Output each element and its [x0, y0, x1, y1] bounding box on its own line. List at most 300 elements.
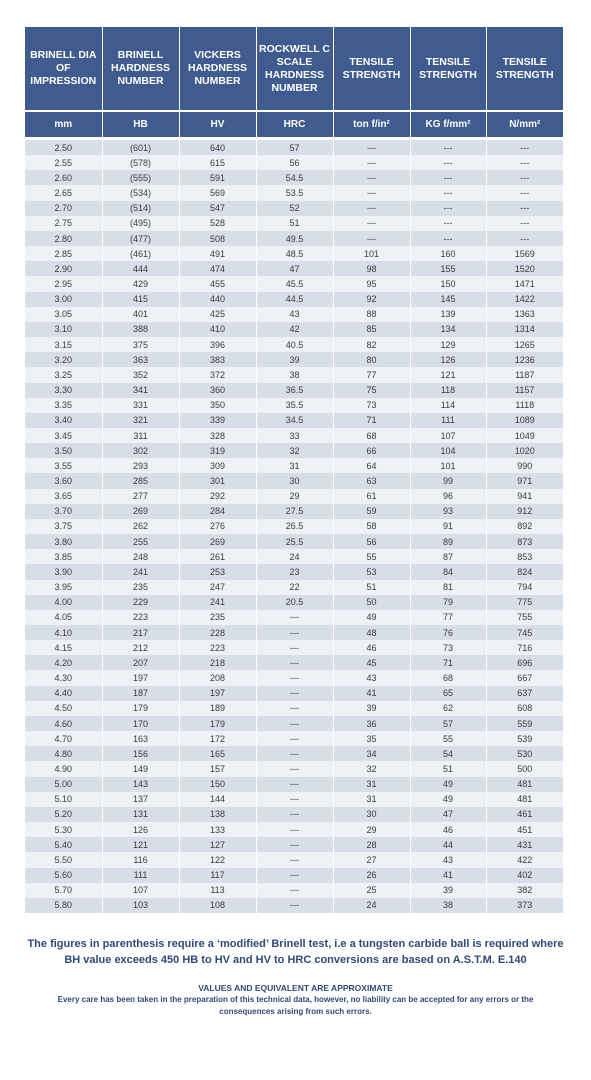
cell-brinell-hb: 179: [102, 701, 179, 716]
table-row: [25, 322, 563, 337]
cell-tensile-kgf: ---: [410, 170, 486, 185]
cell-tensile-nmm: 1049: [486, 428, 563, 443]
cell-brinell-dia: 4.10: [25, 625, 102, 640]
cell-brinell-hb: 107: [102, 883, 179, 898]
cell-brinell-hb: 197: [102, 670, 179, 685]
unit-hrc: HRC: [256, 111, 333, 137]
header-row: [25, 27, 563, 111]
cell-tensile-tons: 95: [333, 276, 410, 291]
cell-brinell-dia: 5.00: [25, 777, 102, 792]
cell-vickers-hv: 339: [179, 413, 256, 428]
cell-tensile-tons: 53: [333, 564, 410, 579]
table-row: [25, 837, 563, 852]
table-row: [25, 777, 563, 792]
table-row: [25, 731, 563, 746]
table-row: [25, 746, 563, 761]
cell-tensile-kgf: 99: [410, 473, 486, 488]
cell-vickers-hv: 269: [179, 534, 256, 549]
cell-vickers-hv: 508: [179, 231, 256, 246]
cell-tensile-kgf: 114: [410, 398, 486, 413]
table-row: [25, 443, 563, 458]
cell-tensile-kgf: 65: [410, 686, 486, 701]
cell-tensile-tons: 82: [333, 337, 410, 352]
cell-brinell-hb: 187: [102, 686, 179, 701]
cell-tensile-kgf: 73: [410, 640, 486, 655]
cell-brinell-dia: 2.85: [25, 246, 102, 261]
table-row: [25, 292, 563, 307]
cell-tensile-kgf: 160: [410, 246, 486, 261]
cell-brinell-dia: 2.70: [25, 201, 102, 216]
cell-tensile-kgf: 96: [410, 489, 486, 504]
table-row: [25, 473, 563, 488]
cell-vickers-hv: 292: [179, 489, 256, 504]
cell-brinell-dia: 3.55: [25, 458, 102, 473]
table-row: [25, 655, 563, 670]
table-row: [25, 792, 563, 807]
cell-tensile-nmm: 530: [486, 746, 563, 761]
cell-tensile-kgf: ---: [410, 231, 486, 246]
cell-vickers-hv: 253: [179, 564, 256, 579]
cell-tensile-tons: 49: [333, 610, 410, 625]
cell-brinell-dia: 5.50: [25, 852, 102, 867]
table-row: [25, 640, 563, 655]
cell-brinell-dia: 2.80: [25, 231, 102, 246]
header-tensile-nmm: TENSILE STRENGTH: [486, 27, 563, 111]
table-row: [25, 534, 563, 549]
cell-brinell-dia: 4.50: [25, 701, 102, 716]
cell-tensile-nmm: 1569: [486, 246, 563, 261]
cell-tensile-kgf: 91: [410, 519, 486, 534]
cell-vickers-hv: 569: [179, 185, 256, 200]
cell-rockwell-hrc: ---: [256, 807, 333, 822]
cell-tensile-tons: 56: [333, 534, 410, 549]
cell-tensile-tons: 29: [333, 822, 410, 837]
cell-tensile-tons: 98: [333, 261, 410, 276]
cell-tensile-kgf: 87: [410, 549, 486, 564]
cell-vickers-hv: 360: [179, 383, 256, 398]
cell-vickers-hv: 396: [179, 337, 256, 352]
cell-tensile-nmm: ---: [486, 140, 563, 155]
cell-tensile-kgf: 104: [410, 443, 486, 458]
cell-tensile-tons: ---: [333, 185, 410, 200]
cell-brinell-hb: 170: [102, 716, 179, 731]
cell-brinell-dia: 3.60: [25, 473, 102, 488]
cell-brinell-dia: 4.30: [25, 670, 102, 685]
cell-rockwell-hrc: 25.5: [256, 534, 333, 549]
cell-tensile-kgf: 93: [410, 504, 486, 519]
table-row: [25, 383, 563, 398]
cell-tensile-tons: 61: [333, 489, 410, 504]
cell-vickers-hv: 208: [179, 670, 256, 685]
cell-tensile-tons: 51: [333, 580, 410, 595]
table-row: [25, 701, 563, 716]
cell-brinell-dia: 3.30: [25, 383, 102, 398]
cell-brinell-dia: 3.45: [25, 428, 102, 443]
cell-tensile-kgf: 84: [410, 564, 486, 579]
cell-tensile-nmm: ---: [486, 170, 563, 185]
cell-rockwell-hrc: ---: [256, 898, 333, 913]
cell-rockwell-hrc: 33: [256, 428, 333, 443]
table-row: [25, 898, 563, 913]
cell-tensile-tons: 58: [333, 519, 410, 534]
cell-tensile-tons: 41: [333, 686, 410, 701]
cell-tensile-tons: 43: [333, 670, 410, 685]
cell-vickers-hv: 122: [179, 852, 256, 867]
cell-rockwell-hrc: ---: [256, 883, 333, 898]
table-row: [25, 201, 563, 216]
cell-brinell-hb: (534): [102, 185, 179, 200]
cell-rockwell-hrc: ---: [256, 701, 333, 716]
cell-brinell-hb: 352: [102, 367, 179, 382]
cell-brinell-dia: 4.20: [25, 655, 102, 670]
cell-tensile-kgf: 118: [410, 383, 486, 398]
cell-rockwell-hrc: ---: [256, 625, 333, 640]
table-row: [25, 307, 563, 322]
cell-rockwell-hrc: ---: [256, 686, 333, 701]
header-tensile-kgf: TENSILE STRENGTH: [410, 27, 486, 111]
cell-brinell-hb: 311: [102, 428, 179, 443]
cell-rockwell-hrc: 47: [256, 261, 333, 276]
cell-tensile-nmm: 775: [486, 595, 563, 610]
cell-brinell-dia: 3.40: [25, 413, 102, 428]
cell-tensile-nmm: 1422: [486, 292, 563, 307]
cell-rockwell-hrc: 34.5: [256, 413, 333, 428]
cell-tensile-tons: 31: [333, 777, 410, 792]
cell-brinell-hb: 149: [102, 761, 179, 776]
cell-tensile-tons: 35: [333, 731, 410, 746]
cell-tensile-nmm: 559: [486, 716, 563, 731]
cell-vickers-hv: 179: [179, 716, 256, 731]
cell-tensile-tons: 32: [333, 761, 410, 776]
cell-rockwell-hrc: 56: [256, 155, 333, 170]
cell-brinell-dia: 3.00: [25, 292, 102, 307]
table-row: [25, 852, 563, 867]
cell-tensile-kgf: 44: [410, 837, 486, 852]
cell-rockwell-hrc: 45.5: [256, 276, 333, 291]
cell-tensile-kgf: ---: [410, 201, 486, 216]
cell-tensile-nmm: 941: [486, 489, 563, 504]
cell-tensile-kgf: 47: [410, 807, 486, 822]
unit-n-mm2: N/mm²: [486, 111, 563, 137]
table-row: [25, 883, 563, 898]
unit-hb: HB: [102, 111, 179, 137]
cell-rockwell-hrc: 54.5: [256, 170, 333, 185]
cell-rockwell-hrc: ---: [256, 822, 333, 837]
cell-brinell-dia: 5.80: [25, 898, 102, 913]
cell-brinell-hb: 331: [102, 398, 179, 413]
cell-brinell-dia: 4.00: [25, 595, 102, 610]
cell-rockwell-hrc: 26.5: [256, 519, 333, 534]
cell-rockwell-hrc: ---: [256, 852, 333, 867]
cell-tensile-tons: ---: [333, 155, 410, 170]
cell-rockwell-hrc: 39: [256, 352, 333, 367]
cell-tensile-nmm: 461: [486, 807, 563, 822]
table-row: [25, 504, 563, 519]
cell-tensile-kgf: 41: [410, 868, 486, 883]
cell-vickers-hv: 276: [179, 519, 256, 534]
cell-rockwell-hrc: 29: [256, 489, 333, 504]
cell-vickers-hv: 223: [179, 640, 256, 655]
cell-brinell-dia: 3.80: [25, 534, 102, 549]
cell-brinell-hb: 223: [102, 610, 179, 625]
hardness-conversion-table: [25, 27, 563, 913]
units-row: [25, 111, 563, 137]
table-row: [25, 670, 563, 685]
cell-brinell-hb: (461): [102, 246, 179, 261]
cell-brinell-hb: 341: [102, 383, 179, 398]
cell-vickers-hv: 284: [179, 504, 256, 519]
cell-vickers-hv: 309: [179, 458, 256, 473]
cell-vickers-hv: 328: [179, 428, 256, 443]
cell-rockwell-hrc: 35.5: [256, 398, 333, 413]
cell-brinell-dia: 3.90: [25, 564, 102, 579]
cell-brinell-dia: 3.95: [25, 580, 102, 595]
cell-rockwell-hrc: 53.5: [256, 185, 333, 200]
cell-tensile-kgf: 126: [410, 352, 486, 367]
table-row: [25, 625, 563, 640]
cell-brinell-dia: 3.10: [25, 322, 102, 337]
cell-rockwell-hrc: 22: [256, 580, 333, 595]
cell-brinell-dia: 3.65: [25, 489, 102, 504]
cell-brinell-dia: 4.80: [25, 746, 102, 761]
cell-tensile-tons: ---: [333, 170, 410, 185]
cell-rockwell-hrc: ---: [256, 655, 333, 670]
cell-brinell-hb: 293: [102, 458, 179, 473]
table-row: [25, 413, 563, 428]
cell-rockwell-hrc: 30: [256, 473, 333, 488]
cell-tensile-kgf: 121: [410, 367, 486, 382]
cell-brinell-dia: 5.70: [25, 883, 102, 898]
cell-tensile-nmm: 1118: [486, 398, 563, 413]
cell-brinell-hb: 269: [102, 504, 179, 519]
table-row: [25, 261, 563, 276]
cell-brinell-dia: 2.75: [25, 216, 102, 231]
table-row: [25, 140, 563, 155]
table-row: [25, 352, 563, 367]
cell-rockwell-hrc: 57: [256, 140, 333, 155]
cell-tensile-nmm: 481: [486, 777, 563, 792]
footer-notes: [20, 936, 571, 1018]
cell-tensile-kgf: 134: [410, 322, 486, 337]
table-row: [25, 216, 563, 231]
cell-rockwell-hrc: ---: [256, 746, 333, 761]
cell-vickers-hv: 425: [179, 307, 256, 322]
unit-hv: HV: [179, 111, 256, 137]
table-row: [25, 155, 563, 170]
cell-vickers-hv: 319: [179, 443, 256, 458]
cell-tensile-nmm: 696: [486, 655, 563, 670]
cell-brinell-hb: 207: [102, 655, 179, 670]
header-tensile-tons: TENSILE STRENGTH: [333, 27, 410, 111]
cell-brinell-hb: 401: [102, 307, 179, 322]
cell-brinell-hb: 235: [102, 580, 179, 595]
cell-tensile-nmm: ---: [486, 155, 563, 170]
cell-tensile-kgf: 76: [410, 625, 486, 640]
cell-tensile-kgf: 39: [410, 883, 486, 898]
cell-tensile-tons: 27: [333, 852, 410, 867]
cell-brinell-hb: (495): [102, 216, 179, 231]
cell-tensile-nmm: 382: [486, 883, 563, 898]
cell-tensile-tons: 25: [333, 883, 410, 898]
cell-vickers-hv: 235: [179, 610, 256, 625]
cell-brinell-dia: 5.40: [25, 837, 102, 852]
cell-brinell-dia: 2.90: [25, 261, 102, 276]
cell-vickers-hv: 241: [179, 595, 256, 610]
cell-brinell-hb: 126: [102, 822, 179, 837]
cell-rockwell-hrc: 40.5: [256, 337, 333, 352]
cell-brinell-hb: 131: [102, 807, 179, 822]
cell-brinell-hb: 103: [102, 898, 179, 913]
cell-rockwell-hrc: ---: [256, 792, 333, 807]
cell-tensile-nmm: 608: [486, 701, 563, 716]
cell-rockwell-hrc: ---: [256, 610, 333, 625]
cell-brinell-hb: 363: [102, 352, 179, 367]
table-row: [25, 549, 563, 564]
cell-tensile-nmm: 373: [486, 898, 563, 913]
cell-vickers-hv: 218: [179, 655, 256, 670]
cell-tensile-tons: 31: [333, 792, 410, 807]
cell-tensile-nmm: ---: [486, 216, 563, 231]
table-row: [25, 716, 563, 731]
cell-tensile-tons: 39: [333, 701, 410, 716]
cell-tensile-kgf: 81: [410, 580, 486, 595]
cell-tensile-tons: 64: [333, 458, 410, 473]
cell-vickers-hv: 133: [179, 822, 256, 837]
cell-brinell-hb: 444: [102, 261, 179, 276]
cell-brinell-dia: 4.70: [25, 731, 102, 746]
table-row: [25, 170, 563, 185]
cell-tensile-tons: 28: [333, 837, 410, 852]
header-rockwell-c: ROCKWELL C SCALE HARDNESS NUMBER: [256, 27, 333, 111]
cell-vickers-hv: 528: [179, 216, 256, 231]
cell-tensile-tons: 66: [333, 443, 410, 458]
cell-vickers-hv: 474: [179, 261, 256, 276]
cell-tensile-nmm: 1089: [486, 413, 563, 428]
cell-vickers-hv: 383: [179, 352, 256, 367]
cell-brinell-dia: 3.75: [25, 519, 102, 534]
cell-brinell-hb: 277: [102, 489, 179, 504]
cell-tensile-tons: 68: [333, 428, 410, 443]
cell-tensile-tons: 73: [333, 398, 410, 413]
cell-tensile-nmm: 402: [486, 868, 563, 883]
approximate-values-note: VALUES AND EQUIVALENT ARE APPROXIMATE: [198, 983, 393, 993]
cell-vickers-hv: 261: [179, 549, 256, 564]
cell-vickers-hv: 440: [179, 292, 256, 307]
cell-tensile-kgf: 89: [410, 534, 486, 549]
cell-tensile-tons: 26: [333, 868, 410, 883]
table-row: [25, 246, 563, 261]
cell-brinell-hb: 121: [102, 837, 179, 852]
cell-vickers-hv: 165: [179, 746, 256, 761]
cell-rockwell-hrc: ---: [256, 731, 333, 746]
cell-tensile-kgf: 71: [410, 655, 486, 670]
cell-rockwell-hrc: ---: [256, 670, 333, 685]
cell-tensile-kgf: 62: [410, 701, 486, 716]
cell-rockwell-hrc: ---: [256, 716, 333, 731]
cell-tensile-nmm: 794: [486, 580, 563, 595]
table-row: [25, 580, 563, 595]
cell-rockwell-hrc: 24: [256, 549, 333, 564]
table-row: [25, 610, 563, 625]
cell-rockwell-hrc: ---: [256, 640, 333, 655]
cell-rockwell-hrc: 27.5: [256, 504, 333, 519]
header-brinell-hardness: BRINELL HARDNESS NUMBER: [102, 27, 179, 111]
cell-brinell-hb: (578): [102, 155, 179, 170]
cell-brinell-hb: 163: [102, 731, 179, 746]
cell-tensile-kgf: ---: [410, 185, 486, 200]
header-brinell-dia: BRINELL DIA OF IMPRESSION: [25, 27, 102, 111]
cell-tensile-tons: 30: [333, 807, 410, 822]
cell-vickers-hv: 301: [179, 473, 256, 488]
cell-tensile-kgf: 49: [410, 792, 486, 807]
cell-tensile-nmm: 1187: [486, 367, 563, 382]
cell-tensile-nmm: 873: [486, 534, 563, 549]
cell-vickers-hv: 144: [179, 792, 256, 807]
cell-brinell-dia: 3.15: [25, 337, 102, 352]
cell-tensile-tons: 71: [333, 413, 410, 428]
table-row: [25, 686, 563, 701]
table-row: [25, 564, 563, 579]
cell-brinell-dia: 4.90: [25, 761, 102, 776]
cell-brinell-dia: 2.55: [25, 155, 102, 170]
cell-rockwell-hrc: 31: [256, 458, 333, 473]
cell-vickers-hv: 591: [179, 170, 256, 185]
cell-brinell-hb: 321: [102, 413, 179, 428]
cell-vickers-hv: 640: [179, 140, 256, 155]
cell-tensile-tons: ---: [333, 216, 410, 231]
cell-brinell-dia: 5.20: [25, 807, 102, 822]
cell-brinell-dia: 3.20: [25, 352, 102, 367]
cell-tensile-tons: ---: [333, 231, 410, 246]
cell-brinell-dia: 3.05: [25, 307, 102, 322]
table-row: [25, 595, 563, 610]
cell-tensile-nmm: ---: [486, 231, 563, 246]
cell-vickers-hv: 113: [179, 883, 256, 898]
cell-tensile-kgf: 43: [410, 852, 486, 867]
cell-tensile-nmm: 745: [486, 625, 563, 640]
cell-brinell-hb: 229: [102, 595, 179, 610]
cell-tensile-kgf: ---: [410, 140, 486, 155]
cell-tensile-tons: 46: [333, 640, 410, 655]
cell-rockwell-hrc: 42: [256, 322, 333, 337]
cell-rockwell-hrc: 52: [256, 201, 333, 216]
table-row: [25, 489, 563, 504]
cell-brinell-hb: 116: [102, 852, 179, 867]
cell-tensile-nmm: 1471: [486, 276, 563, 291]
cell-rockwell-hrc: 51: [256, 216, 333, 231]
cell-tensile-nmm: 912: [486, 504, 563, 519]
cell-tensile-kgf: 101: [410, 458, 486, 473]
cell-brinell-hb: 262: [102, 519, 179, 534]
cell-brinell-hb: 217: [102, 625, 179, 640]
table-row: [25, 398, 563, 413]
cell-tensile-kgf: 51: [410, 761, 486, 776]
cell-tensile-kgf: ---: [410, 216, 486, 231]
cell-brinell-hb: 285: [102, 473, 179, 488]
cell-vickers-hv: 189: [179, 701, 256, 716]
cell-vickers-hv: 172: [179, 731, 256, 746]
cell-brinell-hb: 241: [102, 564, 179, 579]
cell-brinell-hb: (555): [102, 170, 179, 185]
cell-tensile-tons: ---: [333, 201, 410, 216]
unit-kg-f-mm2: KG f/mm²: [410, 111, 486, 137]
cell-tensile-kgf: 38: [410, 898, 486, 913]
cell-brinell-hb: (601): [102, 140, 179, 155]
cell-tensile-tons: ---: [333, 140, 410, 155]
modified-brinell-note: The figures in parenthesis require a ‘modified’ Brinell test, i.e a tungsten carbide ball is required where BH value exceeds 450 HB to HV and HV to HRC conversions are based on A.S.T.M. E.140: [27, 938, 564, 966]
table-row: [25, 428, 563, 443]
cell-tensile-nmm: 539: [486, 731, 563, 746]
